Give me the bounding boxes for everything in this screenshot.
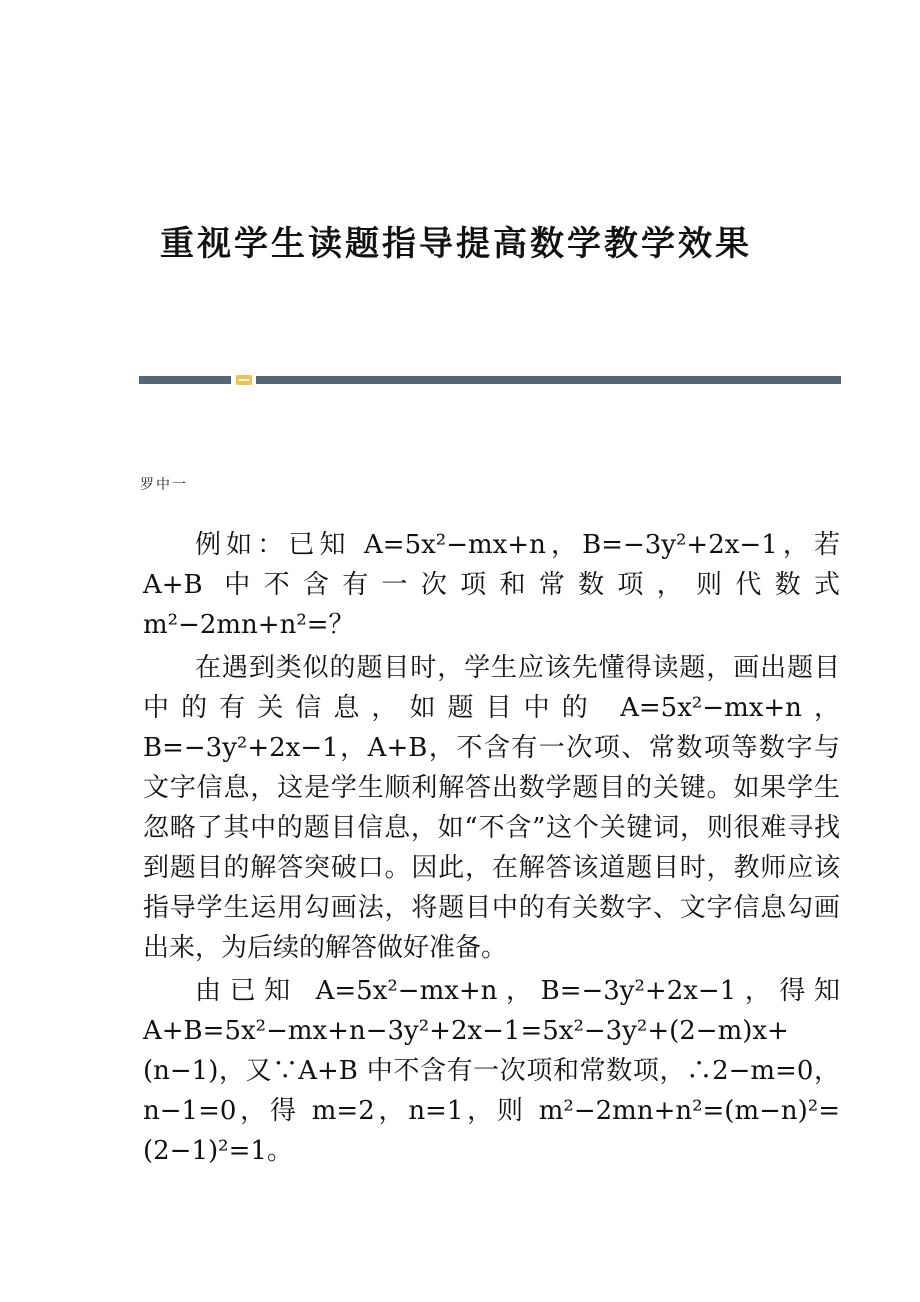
paragraph-example: 例如：已知 A=5x²−mx+n，B=−3y²+2x−1，若 A+B 中不含有一次项和常数项，则代数式 m²−2mn+n²=？	[143, 530, 840, 640]
page-title: 重视学生读题指导提高数学教学效果	[160, 224, 752, 264]
divider-left-bar	[139, 376, 231, 384]
paragraph-reading-guidance: 在遇到类似的题目时，学生应该先懂得读题，画出题目中的有关信息，如题目中的 A=5x²−mx+n，B=−3y²+2x−1，A+B，不含有一次项、常数项等数字与文字信息，这是学生顺利解答出数学题目的关键。如果学生忽略了其中的题目信息，如“不含”这个关键词，则很难寻找到题目的解答突破口。因此，在解答该道题目时，教师应该指导学生运用勾画法，将题目中的有关数字、文字信息勾画出来，为后续的解答做好准备。	[143, 653, 840, 963]
title-divider	[139, 375, 841, 385]
author-name: 罗中一	[140, 477, 188, 493]
divider-badge-icon	[236, 375, 252, 385]
divider-right-bar	[256, 376, 841, 384]
article-body	[143, 525, 840, 1174]
paragraph-solution: 由已知 A=5x²−mx+n，B=−3y²+2x−1，得知 A+B=5x²−mx+n−3y²+2x−1=5x²−3y²+(2−m)x+(n−1)，又∵A+B 中不含有一次项和常数项，∴2−m=0，n−1=0，得 m=2，n=1，则 m²−2mn+n²=(m−n)²=(2−1)²=1。	[143, 976, 840, 1166]
